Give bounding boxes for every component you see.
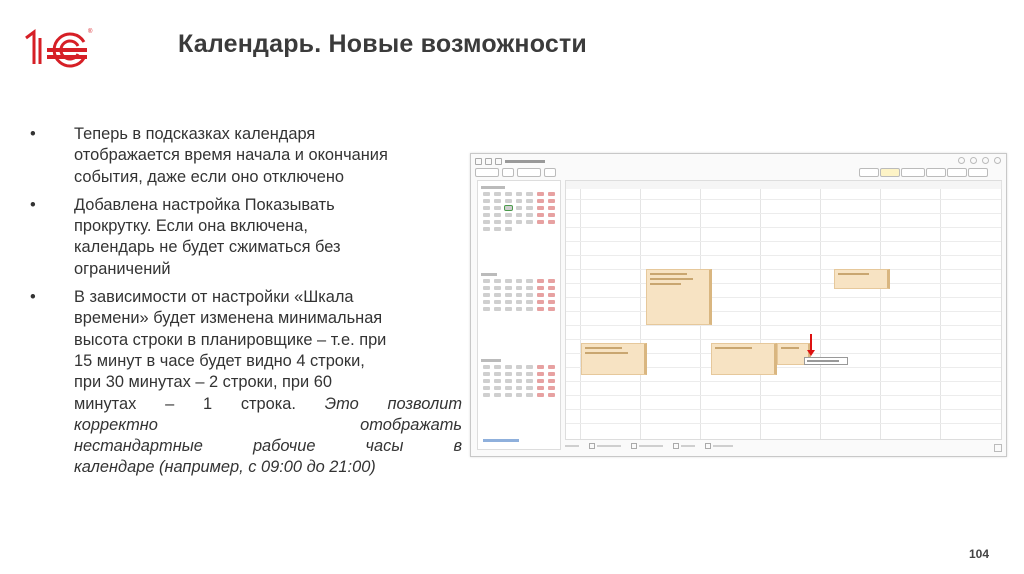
- back-icon: [475, 158, 482, 165]
- mini-calendar-september: [481, 358, 557, 397]
- calendar-event: [581, 343, 647, 375]
- logo-1c-icon: [20, 24, 98, 68]
- bullet-line: при 30 минутах – 2 строки, при 60: [74, 373, 332, 392]
- window-controls: [958, 157, 1001, 164]
- option-checkbox: [565, 445, 579, 447]
- slide-title: Календарь. Новые возможности: [178, 30, 587, 58]
- day-header: [760, 181, 821, 189]
- option-checkbox: [673, 443, 695, 449]
- bullet-line: времени» будет изменена минимальная: [74, 309, 383, 328]
- calendar-event: [711, 343, 777, 375]
- bullet-item: [30, 124, 462, 188]
- bullet-italic-line: календаре (например, с 09:00 до 21:00): [74, 458, 376, 477]
- window-title-bar: [475, 157, 545, 166]
- bullet-italic-line: нестандартные рабочие часы в: [74, 437, 462, 456]
- grid-line: [566, 269, 1001, 270]
- grid-line: [566, 395, 1001, 396]
- forward-icon: [485, 158, 492, 165]
- bullet-line: высота строки в планировщике – т.е. при: [74, 330, 387, 349]
- select-period-link: [483, 439, 519, 443]
- bullet-line: календарь не будет сжиматься без: [74, 238, 341, 257]
- grid-line: [566, 199, 1001, 200]
- create-button: [475, 168, 499, 177]
- bullet-line: отображается время начала и окончания: [74, 146, 388, 165]
- window-title-placeholder: [505, 160, 545, 163]
- grid-line: [566, 297, 1001, 298]
- bullet-line: В зависимости от настройки «Шкала: [74, 288, 354, 307]
- day-header: [700, 181, 761, 189]
- view-month-button: [926, 168, 946, 177]
- day-header: [580, 181, 641, 189]
- bullet-line: минутах – 1 строка.: [74, 394, 296, 413]
- more-button: [968, 168, 988, 177]
- bullet-line: ограничений: [74, 259, 171, 278]
- page-number: 104: [969, 547, 990, 561]
- bullet-dot-icon: •: [30, 125, 36, 143]
- time-column-header: [566, 181, 581, 189]
- grid-line: [566, 311, 1001, 312]
- bullet-item: [30, 287, 462, 479]
- bullet-line: Теперь в подсказках календаря: [74, 125, 316, 143]
- grid-line: [566, 283, 1001, 284]
- bullet-line-mixed: [74, 394, 462, 415]
- view-year-button: [947, 168, 967, 177]
- bullet-line: Добавлена настройка Показывать: [74, 195, 335, 214]
- today-button: [517, 168, 541, 177]
- scheduler-options-bar: [565, 443, 733, 449]
- mini-calendar-july: [481, 185, 557, 231]
- mini-calendars-pane: [477, 180, 561, 450]
- day-header: [820, 181, 881, 189]
- mini-calendar-grid: [481, 279, 557, 311]
- grid-line: [566, 409, 1001, 410]
- scheduler-grid: [565, 180, 1002, 440]
- grid-line: [566, 241, 1001, 242]
- mini-calendar-header: [481, 272, 557, 277]
- bullet-line: 15 минут в часе будет видно 4 строки,: [74, 351, 365, 370]
- day-header: [640, 181, 701, 189]
- star-icon: [495, 158, 502, 165]
- svg-text:®: ®: [88, 29, 93, 35]
- bullet-italic-line: корректно отображать: [74, 415, 462, 434]
- bullet-list: [30, 124, 462, 486]
- bullet-dot-icon: •: [30, 288, 36, 307]
- bullet-italic-line: Это позволит: [324, 394, 462, 413]
- option-checkbox: [631, 443, 663, 449]
- pointer-arrow-icon: [810, 334, 812, 352]
- calendar-toolbar: [475, 168, 556, 177]
- mini-calendar-header: [481, 185, 557, 190]
- mini-calendar-grid: [481, 365, 557, 397]
- view-week-button: [880, 168, 900, 177]
- option-checkbox: [705, 443, 733, 449]
- prev-button: [502, 168, 514, 177]
- mini-calendar-grid: [481, 192, 557, 231]
- option-checkbox: [589, 443, 621, 449]
- bullet-line: события, даже если оно отключено: [74, 167, 344, 186]
- mini-calendar-august: [481, 272, 557, 311]
- mini-calendar-header: [481, 358, 557, 363]
- grid-line: [566, 227, 1001, 228]
- view-workweek-button: [901, 168, 925, 177]
- menu-icon: [970, 157, 977, 164]
- company-logo: [20, 24, 98, 68]
- view-switcher: [859, 168, 988, 177]
- bullet-item: [30, 195, 462, 280]
- grid-line: [566, 381, 1001, 382]
- grid-line: [566, 423, 1001, 424]
- grid-line: [566, 325, 1001, 326]
- grid-line: [566, 339, 1001, 340]
- link-icon: [958, 157, 965, 164]
- day-header: [880, 181, 941, 189]
- resize-handle-icon: [994, 444, 1002, 452]
- close-icon: [994, 157, 1001, 164]
- day-header: [940, 181, 1002, 189]
- event-tooltip: [804, 357, 848, 365]
- view-day-button: [859, 168, 879, 177]
- maximize-icon: [982, 157, 989, 164]
- bullet-line: прокрутку. Если она включена,: [74, 217, 308, 236]
- grid-line: [566, 213, 1001, 214]
- bullet-dot-icon: •: [30, 195, 36, 214]
- next-button: [544, 168, 556, 177]
- calendar-event: [646, 269, 712, 325]
- calendar-screenshot: [470, 153, 1007, 457]
- grid-line: [566, 255, 1001, 256]
- calendar-event: [834, 269, 890, 289]
